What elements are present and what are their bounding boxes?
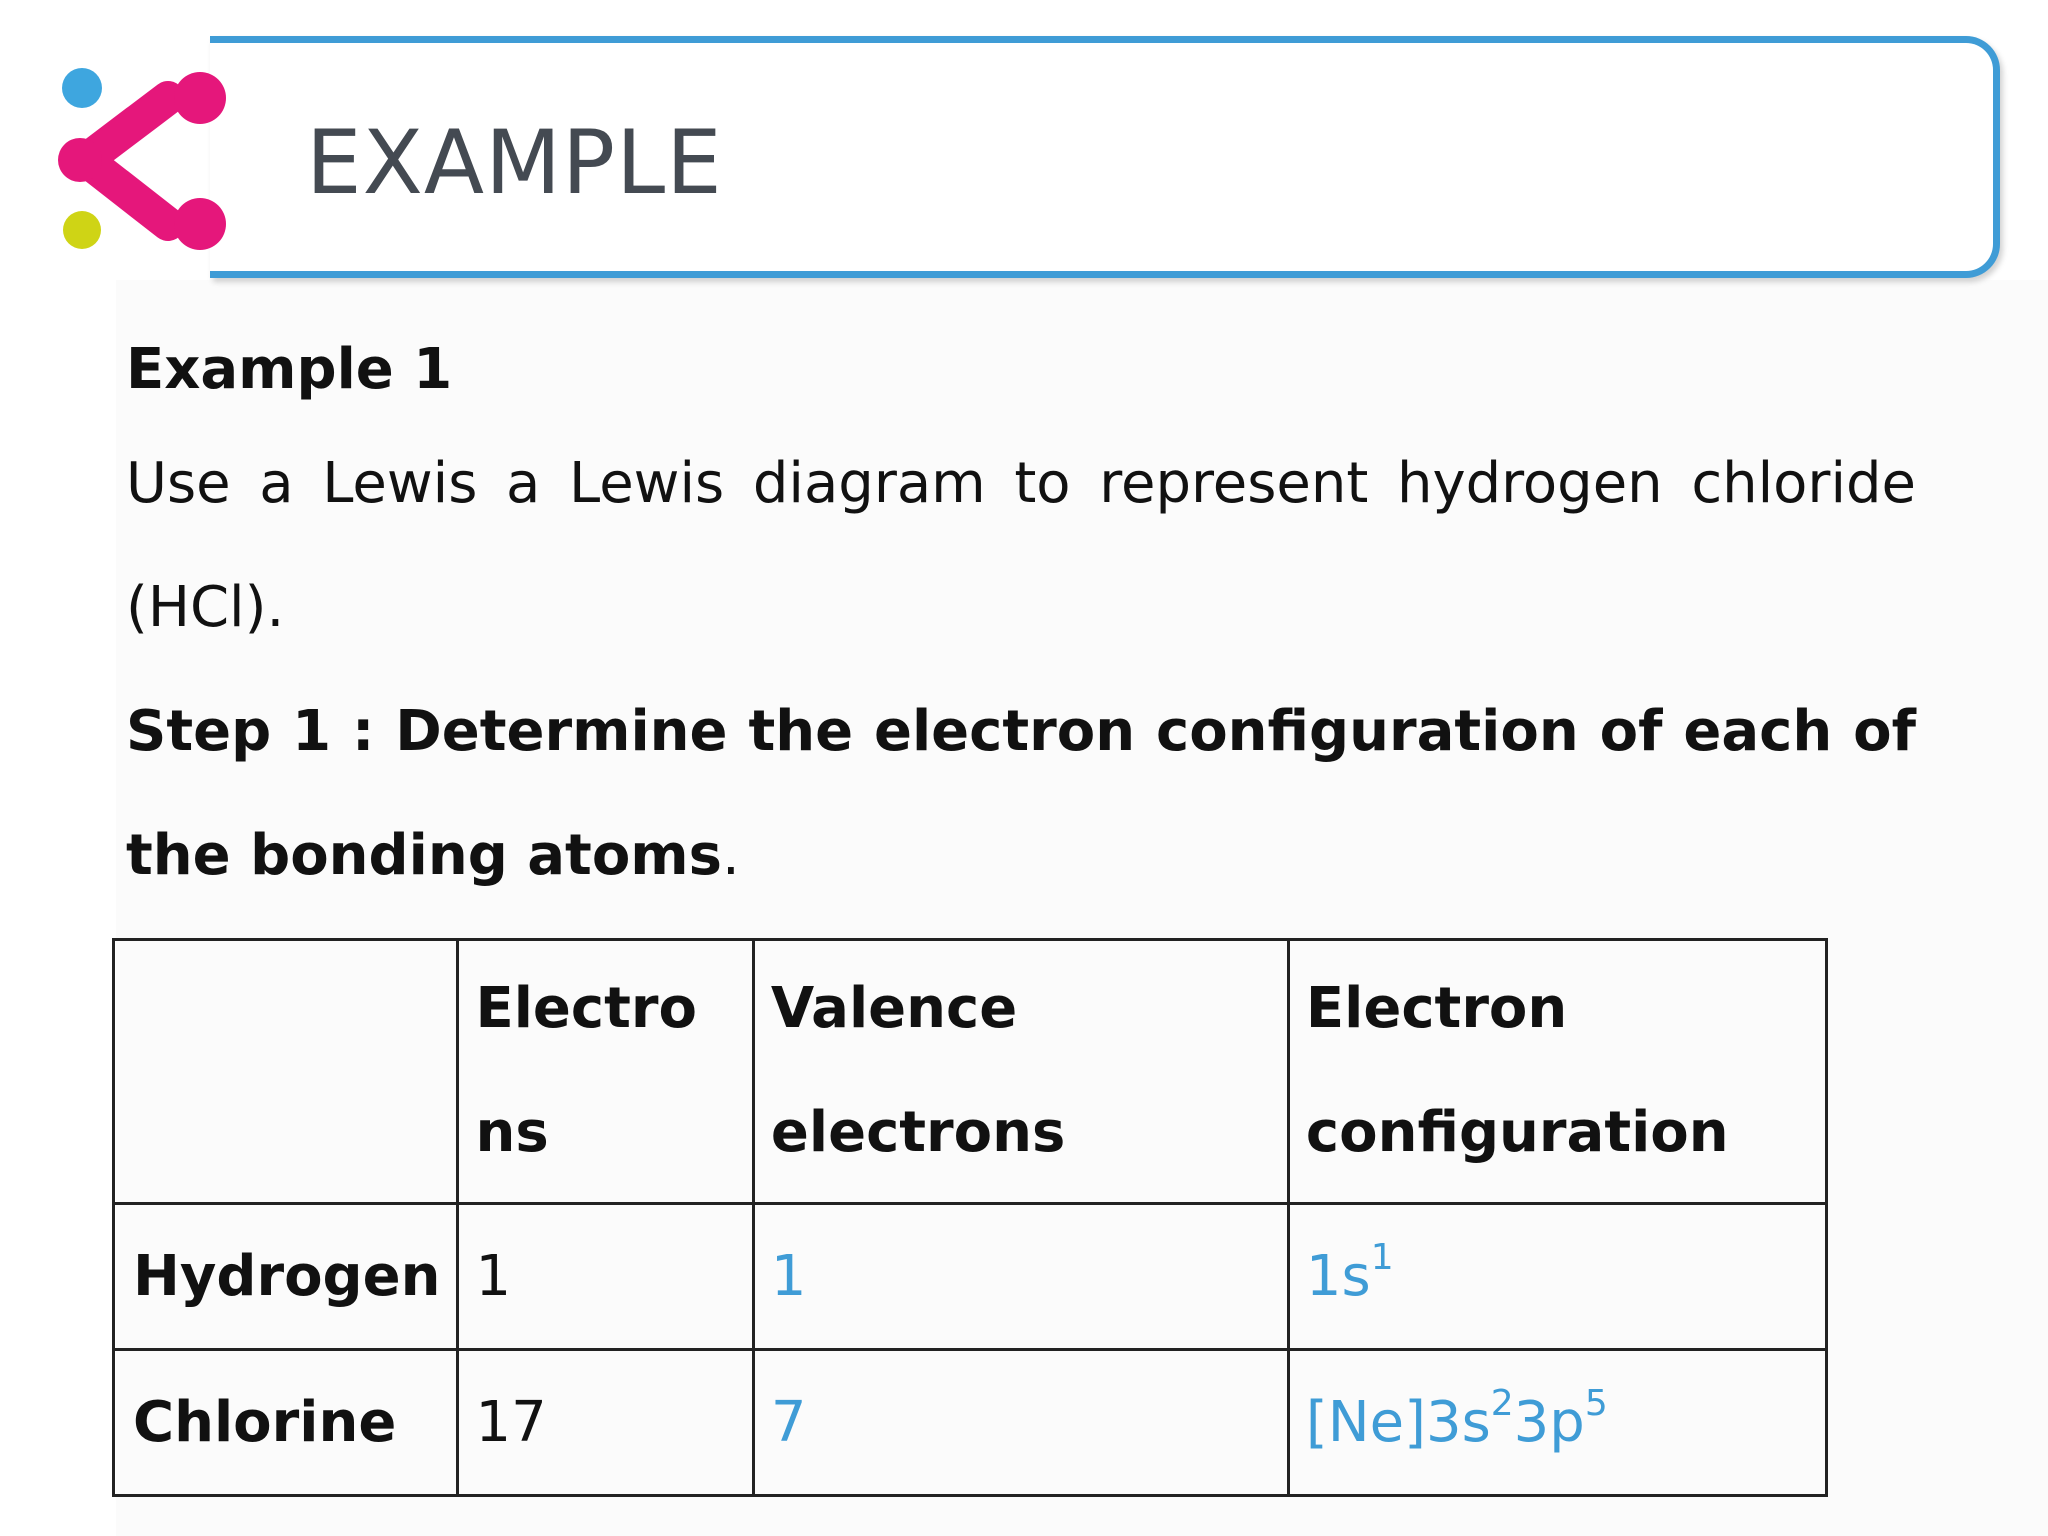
table-cell-electrons: 1: [458, 1204, 753, 1350]
table-header-cell: Electrons: [458, 940, 753, 1204]
table-cell-electrons: 17: [458, 1350, 753, 1496]
row-label-hydrogen: Hydrogen: [114, 1204, 458, 1350]
table-row: [114, 1350, 1827, 1496]
table-header-cell: Valence electrons: [753, 940, 1288, 1204]
config-base: 3p: [1513, 1390, 1585, 1455]
step-1-label: Step 1 : Determine the electron configuration of each of the bonding atoms: [126, 699, 1916, 888]
slide-content: [126, 318, 1916, 918]
table-cell-valence: 1: [753, 1204, 1288, 1350]
table-cell-valence: 7: [753, 1350, 1288, 1496]
table-row: [114, 1204, 1827, 1350]
config-superscript: 2: [1490, 1383, 1514, 1424]
molecule-logo-icon: [50, 60, 250, 260]
config-superscript: 5: [1584, 1383, 1608, 1424]
step-1-period: .: [721, 823, 740, 888]
table-cell-configuration: [1288, 1204, 1826, 1350]
electron-table: [112, 938, 1828, 1497]
config-base: 1s: [1305, 1244, 1371, 1309]
question-text: Use a Lewis a Lewis diagram to represent hydrogen chloride (HCl).: [126, 451, 1916, 640]
example-heading: Example 1: [126, 337, 453, 402]
table-header-cell: Electron configuration: [1288, 940, 1826, 1204]
table-header-cell: [114, 940, 458, 1204]
config-superscript: 1: [1370, 1237, 1394, 1278]
page-title: EXAMPLE: [306, 111, 723, 214]
row-label-chlorine: Chlorine: [114, 1350, 458, 1496]
step-1-text: [126, 670, 1916, 918]
config-base: [Ne]3s: [1305, 1390, 1491, 1455]
table-cell-configuration: [1288, 1350, 1826, 1496]
table-header-row: [114, 940, 1827, 1204]
